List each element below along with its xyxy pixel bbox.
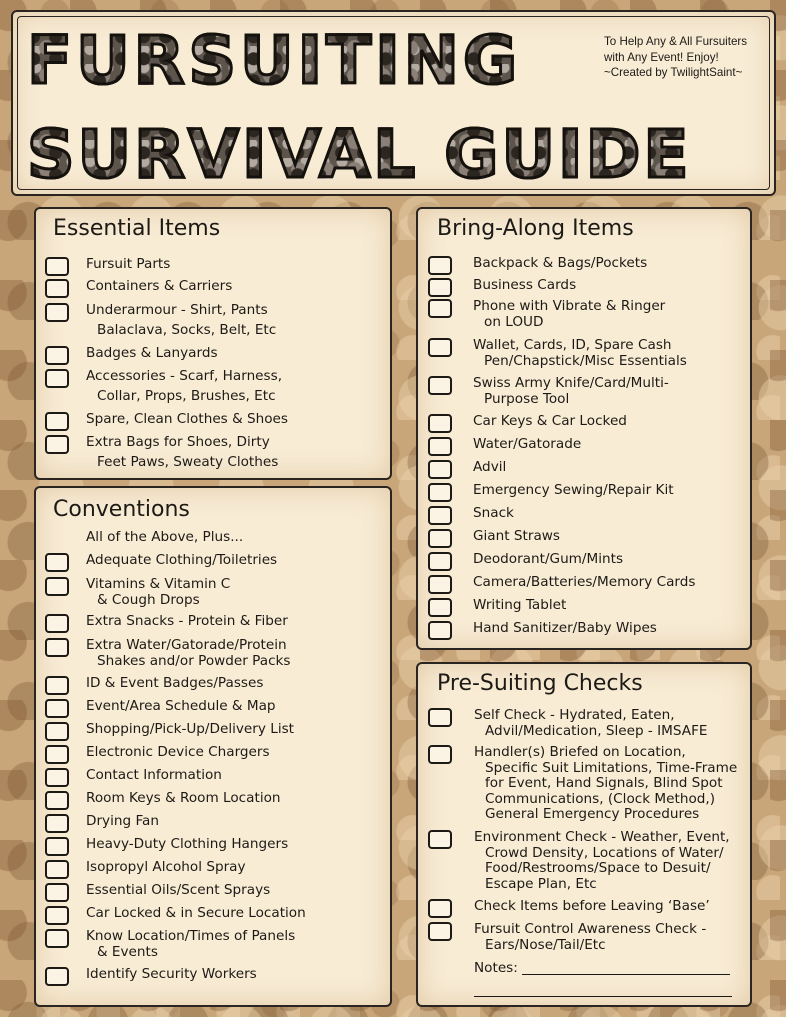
checkbox[interactable] bbox=[45, 745, 69, 764]
item-label: Accessories - Scarf, Harness, bbox=[86, 368, 283, 384]
item-label: Specific Suit Limitations, Time-Frame bbox=[485, 759, 738, 776]
item-label: Handler(s) Briefed on Location, bbox=[474, 744, 686, 760]
checkbox[interactable] bbox=[428, 376, 452, 395]
item-label: Drying Fan bbox=[86, 813, 159, 829]
item-label: General Emergency Procedures bbox=[485, 806, 700, 822]
item-label: Essential Oils/Scent Sprays bbox=[86, 882, 271, 898]
checkbox[interactable] bbox=[45, 279, 69, 298]
checkbox[interactable] bbox=[428, 414, 452, 433]
item-label: for Event, Hand Signals, Blind Spot bbox=[485, 775, 723, 791]
checkbox[interactable] bbox=[428, 922, 452, 941]
item-label: Giant Straws bbox=[473, 528, 560, 544]
item-label: & Events bbox=[97, 943, 158, 960]
item-label: Water/Gatorade bbox=[473, 436, 582, 452]
conventions-intro: All of the Above, Plus... bbox=[86, 529, 244, 545]
checkbox[interactable] bbox=[428, 552, 452, 571]
checkbox[interactable] bbox=[45, 814, 69, 833]
item-label: Adequate Clothing/Toiletries bbox=[86, 552, 278, 568]
checkbox[interactable] bbox=[45, 837, 69, 856]
checkbox[interactable] bbox=[45, 906, 69, 925]
item-label: Know Location/Times of Panels bbox=[86, 928, 296, 944]
item-label: Snack bbox=[473, 505, 514, 521]
item-label: & Cough Drops bbox=[97, 591, 200, 608]
item-label: Identify Security Workers bbox=[86, 966, 257, 982]
checkbox[interactable] bbox=[45, 435, 69, 454]
checkbox[interactable] bbox=[45, 967, 69, 986]
item-label: Heavy-Duty Clothing Hangers bbox=[86, 836, 289, 852]
item-label: Food/Restrooms/Space to Desuit/ bbox=[485, 860, 711, 876]
tagline-line: ~Created by TwilightSaint~ bbox=[604, 66, 743, 79]
item-label: Communications, (Clock Method,) bbox=[485, 790, 716, 807]
tagline-line: with Any Event! Enjoy! bbox=[604, 50, 719, 64]
item-label: Fursuit Control Awareness Check - bbox=[474, 921, 707, 937]
item-label: Pen/Chapstick/Misc Essentials bbox=[484, 353, 687, 369]
checkbox[interactable] bbox=[45, 791, 69, 810]
essential-items-heading: Essential Items bbox=[53, 216, 221, 241]
checkbox[interactable] bbox=[45, 412, 69, 431]
item-label: Spare, Clean Clothes & Shoes bbox=[86, 411, 289, 427]
item-label: Badges & Lanyards bbox=[86, 345, 218, 361]
checkbox[interactable] bbox=[45, 638, 69, 657]
checkbox[interactable] bbox=[428, 483, 452, 502]
checkbox[interactable] bbox=[428, 621, 452, 640]
checkbox[interactable] bbox=[45, 883, 69, 902]
tagline bbox=[604, 34, 774, 81]
item-label: ID & Event Badges/Passes bbox=[86, 675, 264, 691]
item-label: Extra Water/Gatorade/Protein bbox=[86, 637, 287, 653]
bring-along-heading: Bring-Along Items bbox=[437, 216, 634, 241]
item-label: Crowd Density, Locations of Water/ bbox=[485, 844, 724, 861]
checkbox[interactable] bbox=[45, 699, 69, 718]
checkbox[interactable] bbox=[428, 256, 452, 275]
item-label: Room Keys & Room Location bbox=[86, 790, 281, 806]
checkbox[interactable] bbox=[45, 257, 69, 276]
checkbox[interactable] bbox=[428, 598, 452, 617]
item-label: Vitamins & Vitamin C bbox=[86, 576, 231, 592]
checkbox[interactable] bbox=[45, 722, 69, 741]
item-label: Emergency Sewing/Repair Kit bbox=[473, 482, 674, 498]
notes-line[interactable] bbox=[474, 996, 732, 997]
item-label: Extra Bags for Shoes, Dirty bbox=[86, 434, 270, 450]
item-label: Extra Snacks - Protein & Fiber bbox=[86, 613, 288, 629]
item-label: Ears/Nose/Tail/Etc bbox=[485, 936, 606, 953]
checkbox[interactable] bbox=[428, 506, 452, 525]
item-label: Balaclava, Socks, Belt, Etc bbox=[97, 321, 277, 338]
item-label: Swiss Army Knife/Card/Multi- bbox=[473, 375, 669, 391]
item-label: Contact Information bbox=[86, 767, 222, 783]
item-label: Electronic Device Chargers bbox=[86, 744, 270, 760]
item-label: Containers & Carriers bbox=[86, 278, 233, 294]
checkbox[interactable] bbox=[428, 278, 452, 297]
checkbox[interactable] bbox=[428, 575, 452, 594]
item-label: Hand Sanitizer/Baby Wipes bbox=[473, 620, 657, 636]
item-label: Advil bbox=[473, 459, 507, 475]
item-label: Feet Paws, Sweaty Clothes bbox=[97, 453, 279, 470]
checkbox[interactable] bbox=[45, 346, 69, 365]
checkbox[interactable] bbox=[428, 460, 452, 479]
item-label: Backpack & Bags/Pockets bbox=[473, 255, 648, 271]
item-label: Shopping/Pick-Up/Delivery List bbox=[86, 721, 295, 737]
notes-label: Notes: bbox=[474, 960, 518, 976]
checkbox[interactable] bbox=[45, 768, 69, 787]
item-label: Self Check - Hydrated, Eaten, bbox=[474, 707, 675, 723]
checkbox[interactable] bbox=[428, 708, 452, 727]
checkbox[interactable] bbox=[45, 614, 69, 633]
conventions-heading: Conventions bbox=[53, 497, 190, 522]
item-label: Camera/Batteries/Memory Cards bbox=[473, 574, 696, 590]
checkbox[interactable] bbox=[45, 553, 69, 572]
item-label: Isopropyl Alcohol Spray bbox=[86, 859, 246, 875]
item-label: Deodorant/Gum/Mints bbox=[473, 551, 624, 567]
checkbox[interactable] bbox=[428, 529, 452, 548]
checkbox[interactable] bbox=[428, 899, 452, 918]
checkbox[interactable] bbox=[45, 303, 69, 322]
item-label: Phone with Vibrate & Ringer bbox=[473, 298, 666, 314]
checkbox[interactable] bbox=[428, 338, 452, 357]
item-label: Environment Check - Weather, Event, bbox=[474, 829, 730, 845]
item-label: Purpose Tool bbox=[484, 391, 570, 407]
item-label: Car Locked & in Secure Location bbox=[86, 905, 306, 921]
checkbox[interactable] bbox=[428, 830, 452, 849]
checkbox[interactable] bbox=[428, 437, 452, 456]
item-label: Advil/Medication, Sleep - IMSAFE bbox=[485, 722, 708, 739]
item-label: Escape Plan, Etc bbox=[485, 875, 597, 892]
pre-suiting-heading: Pre-Suiting Checks bbox=[437, 671, 643, 696]
checkbox[interactable] bbox=[45, 676, 69, 695]
title-line-2: SURVIVAL GUIDE bbox=[27, 116, 692, 193]
item-label: Check Items before Leaving ‘Base’ bbox=[474, 898, 710, 914]
item-label: Shakes and/or Powder Packs bbox=[97, 652, 291, 669]
item-label: Underarmour - Shirt, Pants bbox=[86, 302, 268, 318]
checkbox[interactable] bbox=[45, 369, 69, 388]
item-label: Collar, Props, Brushes, Etc bbox=[97, 387, 276, 404]
item-label: Fursuit Parts bbox=[86, 256, 171, 272]
notes-line[interactable] bbox=[522, 974, 730, 975]
title-line-1: FURSUITING bbox=[27, 22, 522, 99]
checkbox[interactable] bbox=[428, 299, 452, 318]
checkbox[interactable] bbox=[45, 860, 69, 879]
item-label: Car Keys & Car Locked bbox=[473, 413, 627, 429]
checkbox[interactable] bbox=[428, 745, 452, 764]
tagline-line: To Help Any & All Fursuiters bbox=[604, 35, 748, 48]
item-label: Event/Area Schedule & Map bbox=[86, 698, 276, 714]
item-label: on LOUD bbox=[484, 314, 544, 330]
checkbox[interactable] bbox=[45, 577, 69, 596]
item-label: Business Cards bbox=[473, 277, 577, 293]
item-label: Wallet, Cards, ID, Spare Cash bbox=[473, 337, 672, 353]
item-label: Writing Tablet bbox=[473, 597, 567, 613]
checkbox[interactable] bbox=[45, 929, 69, 948]
